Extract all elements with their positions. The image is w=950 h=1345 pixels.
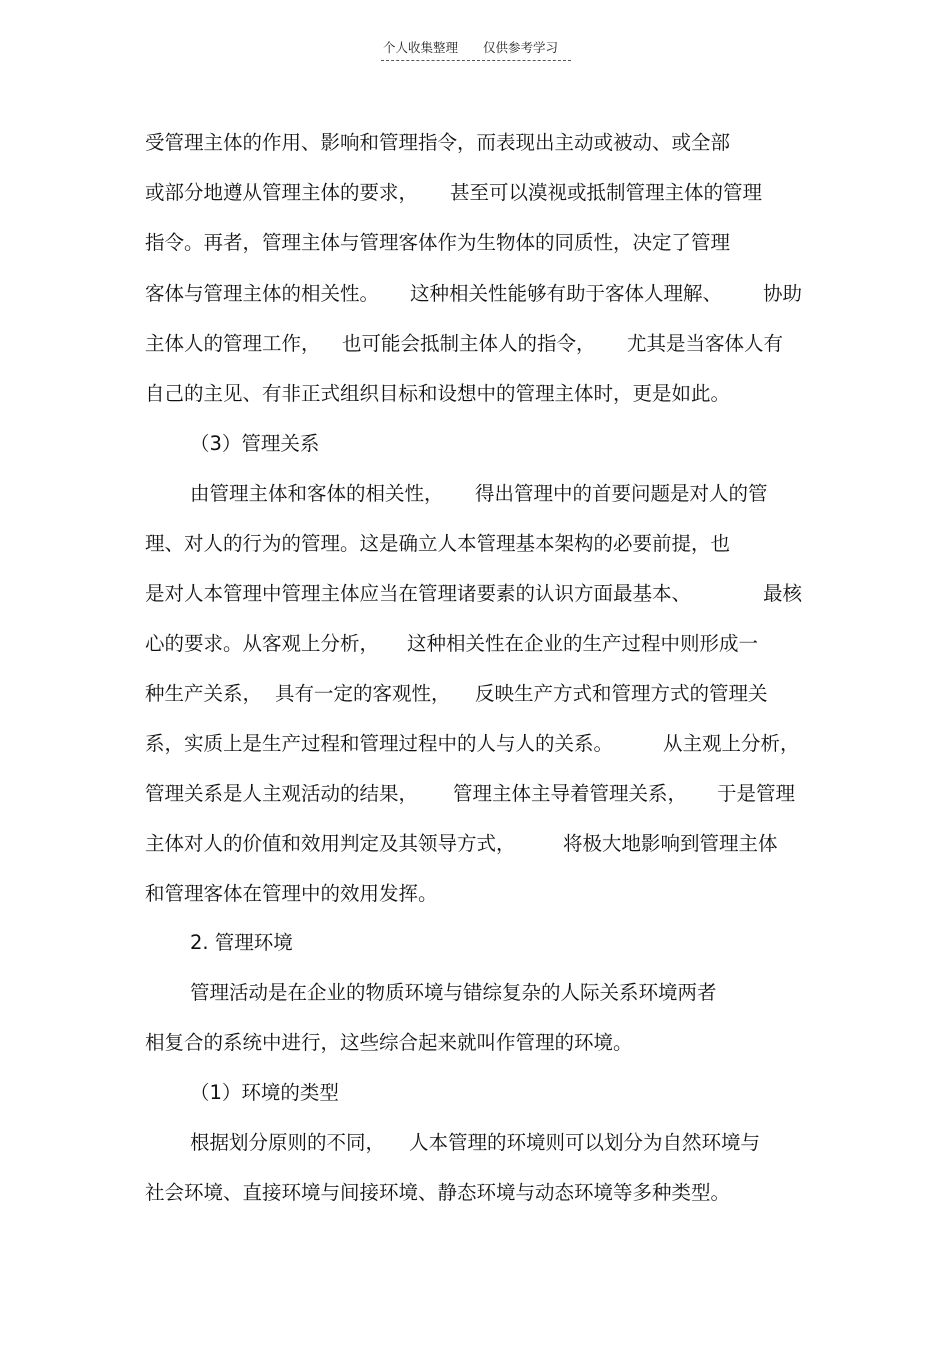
text-line bbox=[145, 331, 825, 357]
text-line bbox=[145, 381, 825, 407]
text-segment: 或部分地遵从管理主体的要求， bbox=[145, 181, 419, 204]
text-line bbox=[145, 980, 825, 1006]
text-line bbox=[145, 230, 825, 256]
text-segment: 主体对人的价值和效用判定及其领导方式， bbox=[145, 832, 516, 855]
text-line bbox=[145, 930, 825, 956]
text-line bbox=[145, 281, 825, 307]
text-segment: 相复合的系统中进行，这些综合起来就叫作管理的环境。 bbox=[145, 1031, 633, 1054]
text-segment: 将极大地影响到管理主体 bbox=[563, 832, 778, 855]
text-segment: （1）环境的类型 bbox=[190, 1081, 339, 1104]
text-segment: 人本管理的环境则可以划分为自然环境与 bbox=[409, 1131, 761, 1154]
text-segment: 从主观上分析， bbox=[663, 732, 800, 755]
text-segment: 和管理客体在管理中的效用发挥。 bbox=[145, 882, 438, 905]
text-line bbox=[145, 1030, 825, 1056]
text-segment: 管理活动是在企业的物质环境与错综复杂的人际关系环境两者 bbox=[190, 981, 717, 1004]
text-segment: （3）管理关系 bbox=[190, 432, 320, 455]
text-line bbox=[145, 881, 825, 907]
text-segment: 反映生产方式和管理方式的管理关 bbox=[475, 682, 768, 705]
text-segment: 这种相关性在企业的生产过程中则形成一 bbox=[407, 632, 759, 655]
text-line bbox=[145, 130, 825, 156]
text-segment: 是对人本管理中管理主体应当在管理诸要素的认识方面最基本、 bbox=[145, 582, 692, 605]
text-segment: 主体人的管理工作， bbox=[145, 332, 321, 355]
text-segment: 客体与管理主体的相关性。 bbox=[145, 282, 380, 305]
text-segment: 理、对人的行为的管理。这是确立人本管理基本架构的必要前提，也 bbox=[145, 532, 731, 555]
text-segment: 2. 管理环境 bbox=[190, 931, 293, 954]
text-segment: 甚至可以漠视或抵制管理主体的管理 bbox=[450, 181, 763, 204]
text-line bbox=[145, 1130, 825, 1156]
text-line bbox=[145, 581, 825, 607]
page-header bbox=[381, 38, 571, 61]
text-segment: 自己的主见、有非正式组织目标和设想中的管理主体时，更是如此。 bbox=[145, 382, 731, 405]
text-segment: 尤其是当客体人有 bbox=[627, 332, 784, 355]
text-line bbox=[145, 431, 825, 457]
text-line bbox=[145, 731, 825, 757]
text-segment: 得出管理中的首要问题是对人的管 bbox=[475, 482, 768, 505]
text-segment: 受管理主体的作用、影响和管理指令，而表现出主动或被动、或全部 bbox=[145, 131, 731, 154]
text-segment: 根据划分原则的不同， bbox=[190, 1131, 386, 1154]
text-line bbox=[145, 1080, 825, 1106]
text-line bbox=[145, 781, 825, 807]
text-segment: 这种相关性能够有助于客体人理解、 bbox=[410, 282, 723, 305]
text-segment: 最核 bbox=[763, 582, 803, 605]
text-line bbox=[145, 1180, 825, 1206]
text-line bbox=[145, 531, 825, 557]
text-line bbox=[145, 681, 825, 707]
text-line bbox=[145, 831, 825, 857]
text-segment: 心的要求。从客观上分析， bbox=[145, 632, 380, 655]
text-segment: 也可能会抵制主体人的指令， bbox=[342, 332, 596, 355]
text-segment: 协助 bbox=[763, 282, 803, 305]
header-left-text: 个人收集整理 bbox=[383, 40, 459, 55]
text-segment: 由管理主体和客体的相关性， bbox=[190, 482, 444, 505]
text-segment: 指令。再者，管理主体与管理客体作为生物体的同质性，决定了管理 bbox=[145, 231, 731, 254]
text-line bbox=[145, 180, 825, 206]
text-segment: 于是管理 bbox=[717, 782, 796, 805]
text-line bbox=[145, 631, 825, 657]
header-right-text: 仅供参考学习 bbox=[483, 40, 559, 55]
text-segment: 管理主体主导着管理关系， bbox=[453, 782, 688, 805]
text-segment: 种生产关系， bbox=[145, 682, 263, 705]
text-segment: 具有一定的客观性， bbox=[275, 682, 451, 705]
text-line bbox=[145, 481, 825, 507]
text-segment: 社会环境、直接环境与间接环境、静态环境与动态环境等多种类型。 bbox=[145, 1181, 731, 1204]
text-segment: 管理关系是人主观活动的结果， bbox=[145, 782, 419, 805]
text-segment: 系，实质上是生产过程和管理过程中的人与人的关系。 bbox=[145, 732, 614, 755]
